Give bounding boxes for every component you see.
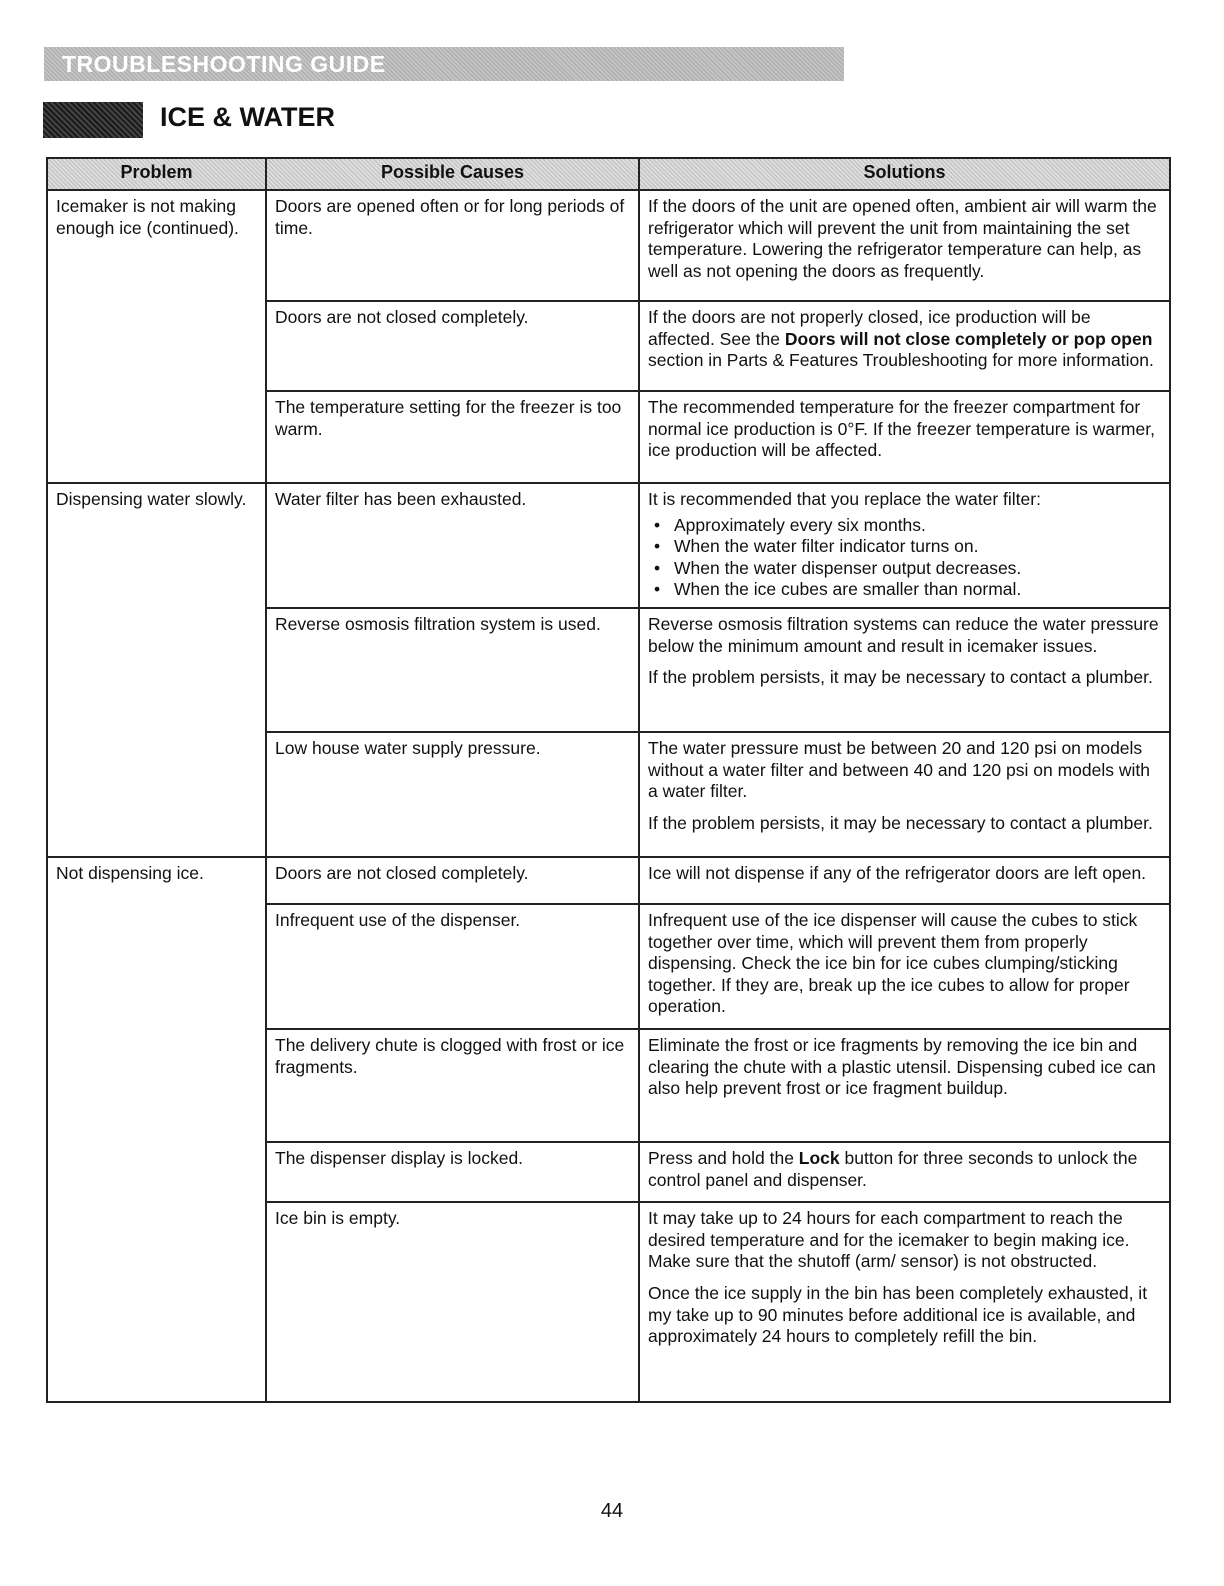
solution-emphasis: Doors will not close completely or pop open <box>784 328 1153 349</box>
solution-paragraph <box>648 307 1161 372</box>
solution-cell <box>639 1029 1170 1142</box>
problem-cell: Icemaker is not making enough ice (continued). <box>47 190 266 483</box>
solution-text: It is recommended that you replace the water filter: <box>648 489 1041 509</box>
cause-cell: The delivery chute is clogged with frost or ice fragments. <box>266 1029 639 1142</box>
solution-text: button for three seconds to unlock the control panel and dispenser. <box>648 1147 1138 1190</box>
solution-text: If the doors of the unit are opened often, ambient air will warm the refrigerator which will prevent the unit from maintaining the set temperature. Lowering the refrigerator temperature can help, as well as not opening the doors as frequently. <box>648 196 1157 281</box>
solution-text: Ice will not dispense if any of the refrigerator doors are left open. <box>648 863 1147 883</box>
column-header: Solutions <box>639 158 1170 190</box>
table-row <box>47 857 1170 904</box>
solution-text: The recommended temperature for the freezer compartment for normal ice production is 0°F. If the freezer temperature is warmer, ice production will be affected. <box>648 397 1155 461</box>
cause-cell: Infrequent use of the dispenser. <box>266 904 639 1029</box>
solution-paragraph <box>648 397 1161 462</box>
cause-cell: Ice bin is empty. <box>266 1202 639 1402</box>
solution-paragraph <box>648 614 1161 657</box>
section-banner <box>44 47 844 81</box>
solution-cell <box>639 857 1170 904</box>
solution-cell <box>639 1142 1170 1202</box>
bullet-item: • When the water filter indicator turns on. <box>674 536 1161 558</box>
solution-cell <box>639 608 1170 732</box>
column-header: Problem <box>47 158 266 190</box>
solution-paragraph <box>648 813 1161 835</box>
cause-cell: The temperature setting for the freezer is too warm. <box>266 391 639 483</box>
solution-text: If the problem persists, it may be necessary to contact a plumber. <box>648 812 1153 833</box>
solution-cell <box>639 732 1170 857</box>
column-header: Possible Causes <box>266 158 639 190</box>
cause-cell: Water filter has been exhausted. <box>266 483 639 608</box>
solution-text: It may take up to 24 hours for each compartment to reach the desired temperature and for the icemaker to begin making ice. Make sure that the shutoff (arm/ sensor) is not obstructed. <box>648 1208 1130 1272</box>
solution-paragraph <box>648 1148 1161 1191</box>
section-marker <box>43 102 143 138</box>
solution-cell <box>639 904 1170 1029</box>
solution-paragraph <box>648 1283 1161 1348</box>
cause-cell: Doors are opened often or for long periods of time. <box>266 190 639 301</box>
problem-cell: Not dispensing ice. <box>47 857 266 1402</box>
solution-paragraph <box>648 1035 1161 1100</box>
solution-paragraph <box>648 196 1161 282</box>
solution-text: If the problem persists, it may be necessary to contact a plumber. <box>648 667 1153 688</box>
bullet-item: • When the water dispenser output decreases. <box>674 558 1161 580</box>
problem-cell: Dispensing water slowly. <box>47 483 266 857</box>
troubleshooting-table <box>46 157 1171 1403</box>
solution-cell <box>639 1202 1170 1402</box>
cause-cell: Doors are not closed completely. <box>266 857 639 904</box>
solution-text: Press and hold the <box>648 1147 799 1168</box>
solution-text: section in Parts & Features Troubleshooting for more information. <box>648 350 1154 371</box>
table-row <box>47 190 1170 301</box>
solution-cell <box>639 483 1170 608</box>
solution-emphasis: Lock <box>798 1147 840 1168</box>
solution-paragraph <box>648 863 1161 885</box>
solution-text: If the doors are not properly closed, ice production will be affected. See the <box>648 307 1091 349</box>
table-header-row <box>47 158 1170 190</box>
solution-cell <box>639 190 1170 301</box>
solution-cell <box>639 301 1170 391</box>
solution-text: Once the ice supply in the bin has been completely exhausted, it my take up to 90 minutes before additional ice is available, and approximately 24 hours to completely refill the bin. <box>648 1282 1148 1347</box>
solution-text: The water pressure must be between 20 and 120 psi on models without a water filter and between 40 and 120 psi on models with a water filter. <box>648 738 1150 802</box>
cause-cell: Low house water supply pressure. <box>266 732 639 857</box>
cause-cell: The dispenser display is locked. <box>266 1142 639 1202</box>
table-row <box>47 483 1170 608</box>
solution-cell <box>639 391 1170 483</box>
solution-text: Eliminate the frost or ice fragments by removing the ice bin and clearing the chute with a plastic utensil. Dispensing cubed ice can also help prevent frost or ice fragment buildup. <box>648 1034 1156 1099</box>
section-title: ICE & WATER <box>160 102 335 132</box>
bullet-list <box>648 515 1161 601</box>
page-number: 44 <box>600 1500 624 1522</box>
solution-text: Infrequent use of the ice dispenser will cause the cubes to stick together over time, which will prevent them from properly dispensing. Check the ice bin for ice cubes clumping/sticking together. If they are, break up the ice cubes to allow for proper operation. <box>648 910 1138 1017</box>
banner-title: TROUBLESHOOTING GUIDE <box>62 51 386 77</box>
solution-paragraph <box>648 1208 1161 1273</box>
solution-paragraph <box>648 738 1161 803</box>
solution-paragraph <box>648 489 1161 511</box>
cause-cell: Doors are not closed completely. <box>266 301 639 391</box>
solution-paragraph <box>648 910 1161 1018</box>
bullet-item: • When the ice cubes are smaller than normal. <box>674 579 1161 601</box>
solution-text: Reverse osmosis filtration systems can reduce the water pressure below the minimum amount and result in icemaker issues. <box>648 614 1159 656</box>
solution-paragraph <box>648 667 1161 689</box>
bullet-item: • Approximately every six months. <box>674 515 1161 537</box>
cause-cell: Reverse osmosis filtration system is used. <box>266 608 639 732</box>
